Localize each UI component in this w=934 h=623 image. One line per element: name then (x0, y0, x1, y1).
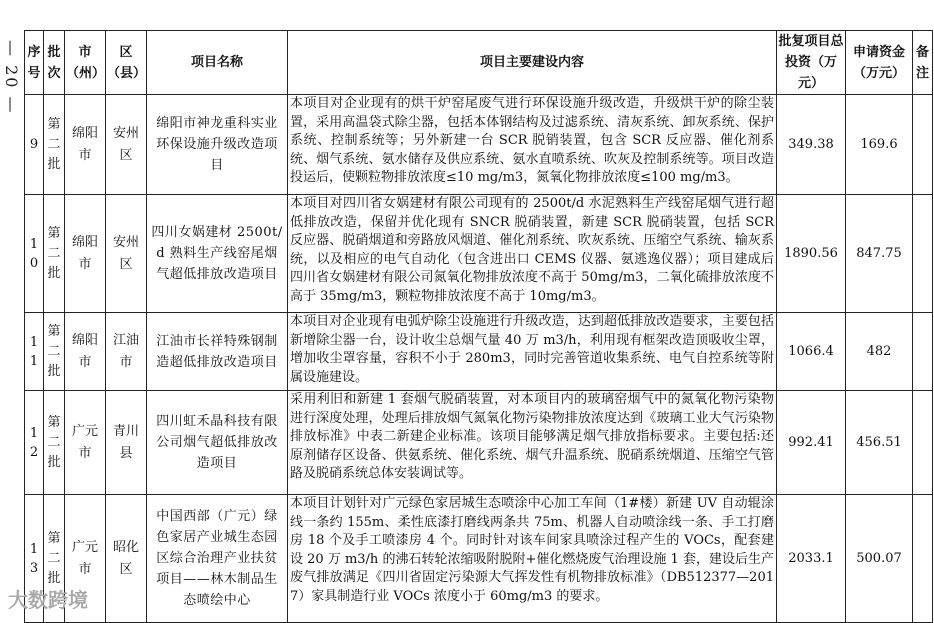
row-seq: 11 (25, 313, 44, 391)
row-district: 青川县 (106, 391, 147, 495)
row-name: 中国西部（广元）绿色家居产业城生态园区综合治理产业扶贫项目——林木制品生态喷绘中心 (147, 495, 288, 623)
row-batch: 第二批 (44, 195, 65, 313)
row-name: 四川虹禾晶科技有限公司烟气超低排放改造项目 (147, 391, 288, 495)
row-applied: 847.75 (846, 195, 913, 313)
table-header (25, 31, 933, 95)
row-remark (913, 95, 933, 195)
row-name: 绵阳市神龙重科实业环保设施升级改造项目 (147, 95, 288, 195)
row-city: 绵阳市 (65, 313, 106, 391)
row-batch: 第二批 (44, 95, 65, 195)
table-row (25, 313, 933, 391)
row-district: 安州区 (106, 195, 147, 313)
row-remark (913, 495, 933, 623)
page-number: — 20 — (2, 40, 21, 115)
table-row (25, 195, 933, 313)
project-table (24, 30, 933, 623)
row-district: 昭化区 (106, 495, 147, 623)
header-district: 区（县） (106, 31, 147, 95)
header-content: 项目主要建设内容 (288, 31, 777, 95)
row-batch: 第二批 (44, 391, 65, 495)
row-content: 本项目对企业现有的烘干炉窑尾废气进行环保设施升级改造，升级烘干炉的除尘装置，采用高温袋式除尘器，包括本体钢结构及过滤系统、清灰系统、卸灰系统、保护系统、控制系统等；另外新建一台 SCR 脱销装置，包含 SCR 反应器、催化剂系统、烟气系统、氨水储存及供应系统、氨水直喷系统、吹灰及控制系统等。项目改造投运后，使颗粒物排放浓度≤10 mg/m3，氮氧化物排放浓度≤100 mg/m3。 (288, 95, 777, 195)
row-city: 广元市 (65, 391, 106, 495)
row-name: 四川女娲建材 2500t/d 熟料生产线窑尾烟气超低排放改造项目 (147, 195, 288, 313)
row-city: 广元市 (65, 495, 106, 623)
row-applied: 456.51 (846, 391, 913, 495)
row-applied: 169.6 (846, 95, 913, 195)
row-applied: 500.07 (846, 495, 913, 623)
row-remark (913, 195, 933, 313)
watermark-logo: 大数跨境 (8, 588, 88, 612)
header-batch: 批次 (44, 31, 65, 95)
header-city: 市（州） (65, 31, 106, 95)
header-applied: 申请资金（万元） (846, 31, 913, 95)
row-approved: 349.38 (777, 95, 846, 195)
row-name: 江油市长祥特殊钢制造超低排放改造项目 (147, 313, 288, 391)
header-name: 项目名称 (147, 31, 288, 95)
row-district: 江油市 (106, 313, 147, 391)
table-row (25, 495, 933, 623)
header-seq: 序号 (25, 31, 44, 95)
row-city: 绵阳市 (65, 195, 106, 313)
row-remark (913, 391, 933, 495)
row-approved: 992.41 (777, 391, 846, 495)
row-content: 本项目计划针对广元绿色家居城生态喷涂中心加工车间（1#楼）新建 UV 自动辊涂线一条约 155m、柔性底漆打磨线两条共 75m、机器人自动喷涂线一条、手工打磨房 18 个及手工喷漆房 4 个。同时针对该车间家具喷涂过程产生的 VOCs，配套建设 20 万 m3/h 的沸石转轮浓缩吸附脱附+催化燃烧废气治理设施 1 套，建设后生产废气排放满足《四川省固定污染源大气挥发性有机物排放标准》（DB512377—2017）家具制造行业 VOCs 浓度小于 60mg/m3 的要求。 (288, 495, 777, 623)
row-seq: 9 (25, 95, 44, 195)
row-applied: 482 (846, 313, 913, 391)
header-approved: 批复项目总投资（万元） (777, 31, 846, 95)
row-batch: 第二批 (44, 495, 65, 623)
row-content: 本项目对四川省女娲建材有限公司现有的 2500t/d 水泥熟料生产线窑尾烟气进行超低排放改造，保留并优化现有 SNCR 脱硝装置，新建 SCR 脱硝装置，包括 SCR 反应器、脱硝烟道和旁路放风烟道、催化剂系统、吹灰系统、压缩空气系统、输灰系统，以及相应的电气自动化（包含进出口 CEMS 仪器、氨逃逸仪器）；项目建成后四川省女娲建材有限公司氮氧化物排放浓度不高于 50mg/m3，二氧化硫排放浓度不高于 35mg/m3，颗粒物排放浓度不高于 10mg/m3。 (288, 195, 777, 313)
header-remark: 备注 (913, 31, 933, 95)
row-city: 绵阳市 (65, 95, 106, 195)
row-seq: 13 (25, 495, 44, 623)
row-content: 本项目对企业现有电弧炉除尘设施进行升级改造，达到超低排放改造要求，主要包括新增除尘器一台，设计收尘总烟气量 40 万 m3/h，利用现有框架改造顶吸收尘罩，增加收尘罩容量，容积不小于 280m3，同时完善管道收集系统、电气自控系统等附属设施建设。 (288, 313, 777, 391)
row-seq: 12 (25, 391, 44, 495)
table-row (25, 95, 933, 195)
row-batch: 第二批 (44, 313, 65, 391)
row-approved: 1066.4 (777, 313, 846, 391)
row-approved: 1890.56 (777, 195, 846, 313)
row-content: 采用利旧和新建 1 套烟气脱硝装置，对本项目内的玻璃窑烟气中的氮氧化物污染物进行深度处理，处理后排放烟气氮氧化物污染物排放浓度达到《玻璃工业大气污染物排放标准》中表二新建企业标准。该项目能够满足烟气排放指标要求。主要包括:还原剂储存区设备、供氨系统、催化系统、烟气升温系统、脱硝系统烟道、压缩空气管路及脱硝系统总体安装调试等。 (288, 391, 777, 495)
row-district: 安州区 (106, 95, 147, 195)
row-approved: 2033.1 (777, 495, 846, 623)
row-seq: 10 (25, 195, 44, 313)
table-row (25, 391, 933, 495)
row-remark (913, 313, 933, 391)
